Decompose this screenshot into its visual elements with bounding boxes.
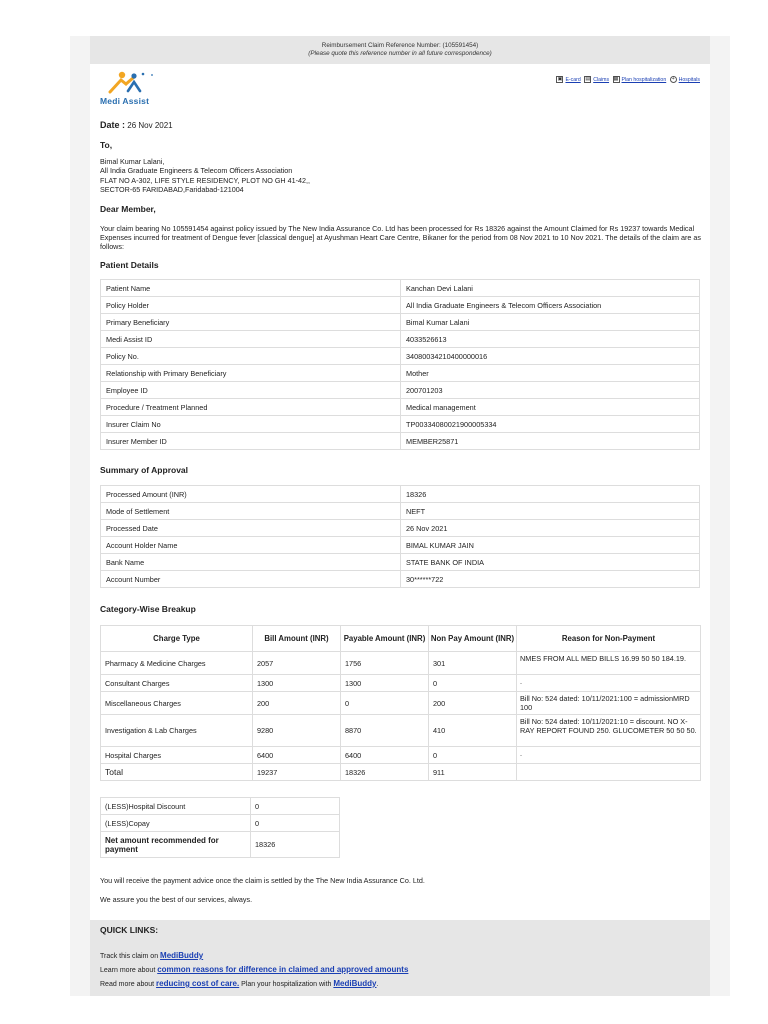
quick-link-learn xyxy=(100,963,700,977)
cell-type: Miscellaneous Charges xyxy=(101,692,253,715)
cell-payable: 0 xyxy=(341,692,429,715)
approval-summary-heading: Summary of Approval xyxy=(100,465,189,475)
row-value: BIMAL KUMAR JAIN xyxy=(401,537,700,554)
row-value: Medical management xyxy=(401,399,700,416)
table-row xyxy=(101,314,700,331)
table-row xyxy=(101,715,701,747)
table-row xyxy=(101,815,340,832)
letter-date xyxy=(100,120,173,130)
link-claim-difference-reasons[interactable]: common reasons for difference in claimed and approved amounts xyxy=(157,965,409,974)
col-nonpay-amount: Non Pay Amount (INR) xyxy=(429,626,517,652)
total-payable: 18326 xyxy=(341,764,429,781)
cell-bill: 1300 xyxy=(253,675,341,692)
approval-summary-table xyxy=(100,485,700,588)
link-claims[interactable]: Claims xyxy=(593,76,610,83)
col-reason: Reason for Non-Payment xyxy=(517,626,701,652)
row-value: 200701203 xyxy=(401,382,700,399)
top-links xyxy=(554,76,700,83)
total-label: Total xyxy=(101,764,253,781)
cell-payable: 1756 xyxy=(341,652,429,675)
plan-prefix: Plan your hospitalization with xyxy=(241,981,332,988)
reference-banner xyxy=(90,36,710,64)
col-bill-amount: Bill Amount (INR) xyxy=(253,626,341,652)
claims-icon: ▤ xyxy=(585,76,591,82)
address-line: All India Graduate Engineers & Telecom Officers Association xyxy=(100,166,293,176)
address-line: FLAT NO A-302, LIFE STYLE RESIDENCY, PLOT NO GH 41-42,, xyxy=(100,175,310,185)
date-value: 26 Nov 2021 xyxy=(127,121,173,130)
quick-link-read xyxy=(100,977,700,991)
deduction-value: 0 xyxy=(251,798,340,815)
row-value: MEMBER25871 xyxy=(401,433,700,450)
cell-nonpay: 301 xyxy=(429,652,517,675)
calendar-icon: ▦ xyxy=(613,76,619,82)
link-ecard[interactable]: E-card xyxy=(565,76,581,83)
medi-assist-logo xyxy=(100,70,170,110)
row-value: Bimal Kumar Lalani xyxy=(401,314,700,331)
cell-reason: Bill No: 524 dated: 10/11/2021:10 = discount. NO X-RAY REPORT FOUND 250. GLUCOMETER 50 50 50. xyxy=(517,715,701,747)
cell-nonpay: 0 xyxy=(429,747,517,764)
total-nonpay: 911 xyxy=(429,764,517,781)
deduction-value: 0 xyxy=(251,815,340,832)
patient-details-heading: Patient Details xyxy=(100,260,159,270)
deductions-table xyxy=(100,797,340,858)
row-value: STATE BANK OF INDIA xyxy=(401,554,700,571)
table-row xyxy=(101,382,700,399)
table-row xyxy=(101,520,700,537)
row-value: 34080034210400000016 xyxy=(401,348,700,365)
claim-intro: Your claim bearing No 105591454 against policy issued by The New India Assurance Co. Ltd has been processed for Rs 18326 against the Amount Claimed for Rs 19237 towards Medical Expenses incurred for treatment of Dengue fever [classical dengue] at Ayushman Heart Care Centre, Bikaner for the period from 08 Nov 2021 to 10 Nov 2021. The details of the claim are as follows: xyxy=(100,224,702,252)
read-prefix: Read more about xyxy=(100,981,155,988)
claim-reference: Reimbursement Claim Reference Number: (105591454) xyxy=(321,42,479,49)
assurance-note: We assure you the best of our services, always. xyxy=(100,895,253,904)
table-row xyxy=(101,692,701,715)
row-value: All India Graduate Engineers & Telecom Officers Association xyxy=(401,297,700,314)
track-prefix: Track this claim on xyxy=(100,953,159,960)
payment-note: You will receive the payment advice once the claim is settled by the The New India Assurance Co. Ltd. xyxy=(100,876,425,885)
table-row xyxy=(101,652,701,675)
recipient-address xyxy=(100,157,310,195)
letter-card xyxy=(90,36,710,996)
date-label: Date : xyxy=(100,120,126,130)
row-value: 30******722 xyxy=(401,571,700,588)
cell-nonpay: 200 xyxy=(429,692,517,715)
row-value: 4033526613 xyxy=(401,331,700,348)
row-label: Employee ID xyxy=(101,382,401,399)
deduction-label: (LESS)Hospital Discount xyxy=(101,798,251,815)
people-logo-icon xyxy=(100,70,160,96)
col-payable-amount: Payable Amount (INR) xyxy=(341,626,429,652)
link-reducing-cost[interactable]: reducing cost of care. xyxy=(156,979,240,988)
cell-bill: 2057 xyxy=(253,652,341,675)
row-value: NEFT xyxy=(401,503,700,520)
row-label: Patient Name xyxy=(101,280,401,297)
table-row xyxy=(101,416,700,433)
table-row xyxy=(101,433,700,450)
table-row xyxy=(101,747,701,764)
total-row xyxy=(101,764,701,781)
cell-reason: . xyxy=(517,747,701,764)
table-row xyxy=(101,486,700,503)
cell-type: Pharmacy & Medicine Charges xyxy=(101,652,253,675)
table-row xyxy=(101,503,700,520)
hospital-icon: + xyxy=(670,76,677,83)
cell-reason: . xyxy=(517,675,701,692)
link-medibuddy-track[interactable]: MediBuddy xyxy=(160,951,204,960)
plan-suffix: . xyxy=(376,981,379,988)
address-line: Bimal Kumar Lalani, xyxy=(100,157,165,166)
deduction-label: (LESS)Copay xyxy=(101,815,251,832)
row-label: Mode of Settlement xyxy=(101,503,401,520)
row-label: Primary Beneficiary xyxy=(101,314,401,331)
table-row xyxy=(101,280,700,297)
link-medibuddy-plan[interactable]: MediBuddy xyxy=(333,979,377,988)
row-label: Insurer Claim No xyxy=(101,416,401,433)
table-row xyxy=(101,798,340,815)
row-label: Bank Name xyxy=(101,554,401,571)
row-value: Mother xyxy=(401,365,700,382)
cell-bill: 200 xyxy=(253,692,341,715)
row-label: Procedure / Treatment Planned xyxy=(101,399,401,416)
row-label: Insurer Member ID xyxy=(101,433,401,450)
address-line: SECTOR-65 FARIDABAD,Faridabad-121004 xyxy=(100,185,244,195)
cell-reason: Bill No: 524 dated: 10/11/2021:100 = admissionMRD 100 xyxy=(517,692,701,715)
table-row xyxy=(101,399,700,416)
patient-details-table xyxy=(100,279,700,450)
table-row xyxy=(101,537,700,554)
row-label: Processed Amount (INR) xyxy=(101,486,401,503)
breakup-heading: Category-Wise Breakup xyxy=(100,604,196,614)
breakup-table xyxy=(100,625,701,781)
reference-note: (Please quote this reference number in all future correspondence) xyxy=(308,50,492,57)
cell-type: Investigation & Lab Charges xyxy=(101,715,253,747)
cell-bill: 6400 xyxy=(253,747,341,764)
table-row xyxy=(101,348,700,365)
net-amount-value: 18326 xyxy=(251,832,340,858)
greeting: Dear Member, xyxy=(100,204,156,214)
link-hospitals[interactable]: Hospitals xyxy=(678,76,700,83)
total-bill: 19237 xyxy=(253,764,341,781)
table-row xyxy=(101,331,700,348)
quick-link-track xyxy=(100,949,700,963)
quick-links-panel xyxy=(90,920,710,996)
row-value: TP00334080021900005334 xyxy=(401,416,700,433)
table-row xyxy=(101,365,700,382)
cell-bill: 9280 xyxy=(253,715,341,747)
row-value: 26 Nov 2021 xyxy=(401,520,700,537)
cell-type: Consultant Charges xyxy=(101,675,253,692)
row-label: Policy No. xyxy=(101,348,401,365)
row-value: 18326 xyxy=(401,486,700,503)
table-row xyxy=(101,571,700,588)
table-row xyxy=(101,554,700,571)
cell-payable: 8870 xyxy=(341,715,429,747)
row-value: Kanchan Devi Lalani xyxy=(401,280,700,297)
cell-nonpay: 0 xyxy=(429,675,517,692)
row-label: Processed Date xyxy=(101,520,401,537)
net-amount-row xyxy=(101,832,340,858)
net-amount-label: Net amount recommended for payment xyxy=(101,832,251,858)
cell-payable: 6400 xyxy=(341,747,429,764)
link-plan-hospitalization[interactable]: Plan hospitalization xyxy=(621,76,667,83)
row-label: Account Number xyxy=(101,571,401,588)
table-row xyxy=(101,297,700,314)
row-label: Relationship with Primary Beneficiary xyxy=(101,365,401,382)
cell-reason: NMES FROM ALL MED BILLS 16.99 50 50 184.19. xyxy=(517,652,701,675)
col-charge-type: Charge Type xyxy=(101,626,253,652)
cell-type: Hospital Charges xyxy=(101,747,253,764)
learn-prefix: Learn more about xyxy=(100,967,156,974)
logo-text: Medi Assist xyxy=(100,96,150,106)
card-icon: ▣ xyxy=(557,76,563,82)
table-row xyxy=(101,675,701,692)
row-label: Policy Holder xyxy=(101,297,401,314)
row-label: Account Holder Name xyxy=(101,537,401,554)
to-label: To, xyxy=(100,140,113,150)
cell-nonpay: 410 xyxy=(429,715,517,747)
row-label: Medi Assist ID xyxy=(101,331,401,348)
cell-payable: 1300 xyxy=(341,675,429,692)
total-reason-empty xyxy=(517,764,701,781)
quick-links-title: QUICK LINKS: xyxy=(100,925,159,935)
